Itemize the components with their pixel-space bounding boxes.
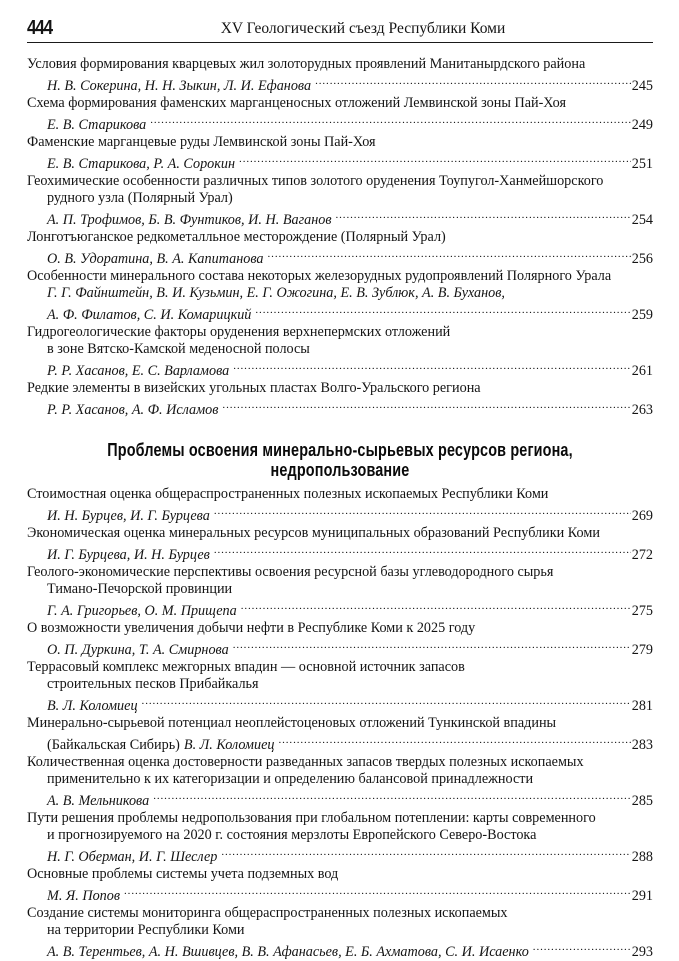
entry-page-number: 245 — [631, 78, 653, 94]
entry-author-line — [27, 844, 653, 865]
page-number: 444 — [27, 17, 52, 39]
toc-entry[interactable] — [27, 866, 653, 904]
entry-title: Геолого-экономические перспективы освоения ресурсной базы углеводородного сырья — [27, 564, 554, 580]
dot-leader — [214, 503, 631, 520]
entry-author-line — [27, 788, 653, 809]
section-heading-line-2: недропользование — [270, 460, 410, 480]
entry-authors: Р. Р. Хасанов, Е. С. Варламова — [47, 363, 230, 379]
entry-title: О возможности увеличения добычи нефти в Республике Коми к 2025 году — [27, 620, 476, 636]
entry-author-line — [27, 883, 653, 904]
entry-page-number: 291 — [631, 888, 653, 904]
entry-page-number: 285 — [631, 793, 653, 809]
entry-title: Особенности минерального состава некоторых железорудных рудопроявлений Полярного Урала — [27, 268, 612, 284]
entry-title-continuation: и прогнозируемого на 2020 г. состояния мерзлоты Европейского Северо-Востока — [47, 827, 537, 843]
toc-entry[interactable] — [27, 754, 653, 809]
dot-leader — [336, 207, 631, 224]
dot-leader — [142, 693, 631, 710]
section-heading — [27, 440, 653, 480]
dot-leader — [255, 302, 630, 319]
entry-title: Экономическая оценка минеральных ресурсов муниципальных образований Республики Коми — [27, 525, 600, 541]
entry-authors: В. Л. Коломиец — [183, 737, 275, 753]
toc-entry[interactable] — [27, 134, 653, 172]
entry-title: Схема формирования фаменских марганценосных отложений Лемвинской зоны Пай-Хоя — [27, 95, 567, 111]
entry-page-number: 256 — [631, 251, 653, 267]
toc-entry[interactable] — [27, 564, 653, 619]
entry-author-line — [27, 112, 653, 133]
entry-authors: О. П. Дуркина, Т. А. Смирнова — [47, 642, 229, 658]
entry-authors: И. Н. Бурцев, И. Г. Бурцева — [47, 508, 210, 524]
entry-author-line — [27, 598, 653, 619]
dot-leader — [239, 151, 631, 168]
entry-title-continuation: строительных песков Прибайкалья — [47, 676, 259, 692]
entry-title-continuation: (Байкальская Сибирь) — [47, 737, 180, 753]
dot-leader — [278, 732, 630, 749]
entry-title: Пути решения проблемы недропользования при глобальном потеплении: карты современного — [27, 810, 596, 826]
entry-title: Минерально-сырьевой потенциал неоплейстоценовых отложений Тункинской впадины — [27, 715, 557, 731]
toc-entry[interactable] — [27, 659, 653, 714]
toc-entry[interactable] — [27, 56, 653, 94]
entry-author-line — [27, 151, 653, 172]
entry-title: Фаменские марганцевые руды Лемвинской зоны Пай-Хоя — [27, 134, 376, 150]
entry-page-number: 281 — [631, 698, 653, 714]
dot-leader — [222, 397, 630, 414]
entry-author-line — [27, 397, 653, 418]
dot-leader — [533, 939, 631, 956]
toc-entry[interactable] — [27, 525, 653, 563]
entry-author-line — [27, 207, 653, 228]
dot-leader — [150, 112, 630, 129]
entry-author-line — [27, 637, 653, 658]
toc-entry[interactable] — [27, 95, 653, 133]
entry-author-line — [27, 302, 653, 323]
entry-authors: А. В. Терентьев, А. Н. Вшивцев, В. В. Афанасьев, Е. Б. Ахматова, С. И. Исаенко — [47, 944, 529, 960]
entry-authors: Н. Г. Оберман, И. Г. Шеслер — [47, 849, 218, 865]
entry-title-continuation: Тимано-Печорской провинции — [47, 581, 233, 597]
entry-title: Лонготъюганское редкометалльное месторождение (Полярный Урал) — [27, 229, 446, 245]
entry-authors: Н. В. Сокерина, Н. Н. Зыкин, Л. И. Ефанова — [47, 78, 312, 94]
entry-title: Редкие элементы в визейских угольных пластах Волго-Уральского региона — [27, 380, 481, 396]
entry-page-number: 261 — [631, 363, 653, 379]
entry-page-number: 288 — [631, 849, 653, 865]
entry-page-number: 249 — [631, 117, 653, 133]
entry-title-continuation: на территории Республики Коми — [47, 922, 245, 938]
entry-authors: И. Г. Бурцева, И. Н. Бурцев — [47, 547, 210, 563]
entry-title: Геохимические особенности различных типов золотого оруденения Тоупугол-Ханмейшорского — [27, 173, 604, 189]
entry-page-number: 254 — [631, 212, 653, 228]
table-of-contents — [27, 56, 653, 961]
entry-author-line — [27, 503, 653, 524]
entry-title: Террасовый комплекс межгорных впадин — основной источник запасов — [27, 659, 465, 675]
dot-leader — [268, 246, 631, 263]
toc-entry[interactable] — [27, 173, 653, 228]
toc-entry[interactable] — [27, 620, 653, 658]
entry-author-line — [27, 732, 653, 753]
dot-leader — [233, 358, 630, 375]
toc-entry[interactable] — [27, 810, 653, 865]
entry-title-continuation: в зоне Вятско-Камской меденосной полосы — [47, 341, 310, 357]
entry-page-number: 259 — [631, 307, 653, 323]
dot-leader — [221, 844, 630, 861]
entry-authors: О. В. Удоратина, В. А. Капитанова — [47, 251, 264, 267]
dot-leader — [241, 598, 631, 615]
entry-title: Создание системы мониторинга общераспространенных полезных ископаемых — [27, 905, 508, 921]
entry-page-number: 279 — [631, 642, 653, 658]
toc-entry[interactable] — [27, 905, 653, 960]
entry-author-line — [27, 542, 653, 563]
entry-authors: А. Ф. Филатов, С. И. Комарицкий — [47, 307, 252, 323]
entry-authors: Е. В. Старикова — [47, 117, 147, 133]
dot-leader — [233, 637, 631, 654]
dot-leader — [315, 73, 631, 90]
entry-title-continuation: рудного узла (Полярный Урал) — [47, 190, 233, 206]
toc-entry[interactable] — [27, 486, 653, 524]
toc-entry[interactable] — [27, 268, 653, 323]
entry-author-line — [27, 358, 653, 379]
page-header — [27, 16, 653, 43]
entry-page-number: 293 — [631, 944, 653, 960]
entry-page-number: 263 — [631, 402, 653, 418]
entry-title: Гидрогеологические факторы оруденения верхнепермских отложений — [27, 324, 451, 340]
entry-title: Стоимостная оценка общераспространенных полезных ископаемых Республики Коми — [27, 486, 549, 502]
entry-author-line — [27, 246, 653, 267]
entry-page-number: 283 — [631, 737, 653, 753]
toc-entry[interactable] — [27, 380, 653, 418]
entry-authors-first-line: Г. Г. Файнштейн, В. И. Кузьмин, Е. Г. Ожогина, Е. В. Зублюк, А. В. Буханов, — [47, 285, 505, 301]
entry-authors: В. Л. Коломиец — [47, 698, 138, 714]
entry-title: Основные проблемы системы учета подземных вод — [27, 866, 339, 882]
section-heading-line-1: Проблемы освоения минерально-сырьевых ресурсов региона, — [107, 440, 573, 460]
entry-authors: Е. В. Старикова, Р. А. Сорокин — [47, 156, 236, 172]
entry-authors: Р. Р. Хасанов, А. Ф. Исламов — [47, 402, 219, 418]
entry-page-number: 275 — [631, 603, 653, 619]
entry-page-number: 251 — [631, 156, 653, 172]
entry-author-line — [27, 73, 653, 94]
entry-title: Количественная оценка достоверности разведанных запасов твердых полезных ископаемых — [27, 754, 584, 770]
running-title: XV Геологический съезд Республики Коми — [220, 20, 506, 37]
dot-leader — [124, 883, 631, 900]
entry-page-number: 269 — [631, 508, 653, 524]
entry-title-continuation: применительно к их категоризации и определению балансовой принадлежности — [47, 771, 534, 787]
dot-leader — [214, 542, 631, 559]
entry-author-line — [27, 693, 653, 714]
toc-entry[interactable] — [27, 715, 653, 753]
entry-authors: Г. А. Григорьев, О. М. Прищепа — [47, 603, 237, 619]
dot-leader — [153, 788, 631, 805]
toc-entry[interactable] — [27, 229, 653, 267]
entry-title: Условия формирования кварцевых жил золоторудных проявлений Манитанырдского района — [27, 56, 586, 72]
entry-authors: А. В. Мельникова — [47, 793, 150, 809]
entry-author-line — [27, 939, 653, 960]
entry-authors: А. П. Трофимов, Б. В. Фунтиков, И. Н. Ваганов — [47, 212, 332, 228]
entry-authors: М. Я. Попов — [47, 888, 121, 904]
toc-entry[interactable] — [27, 324, 653, 379]
entry-page-number: 272 — [631, 547, 653, 563]
